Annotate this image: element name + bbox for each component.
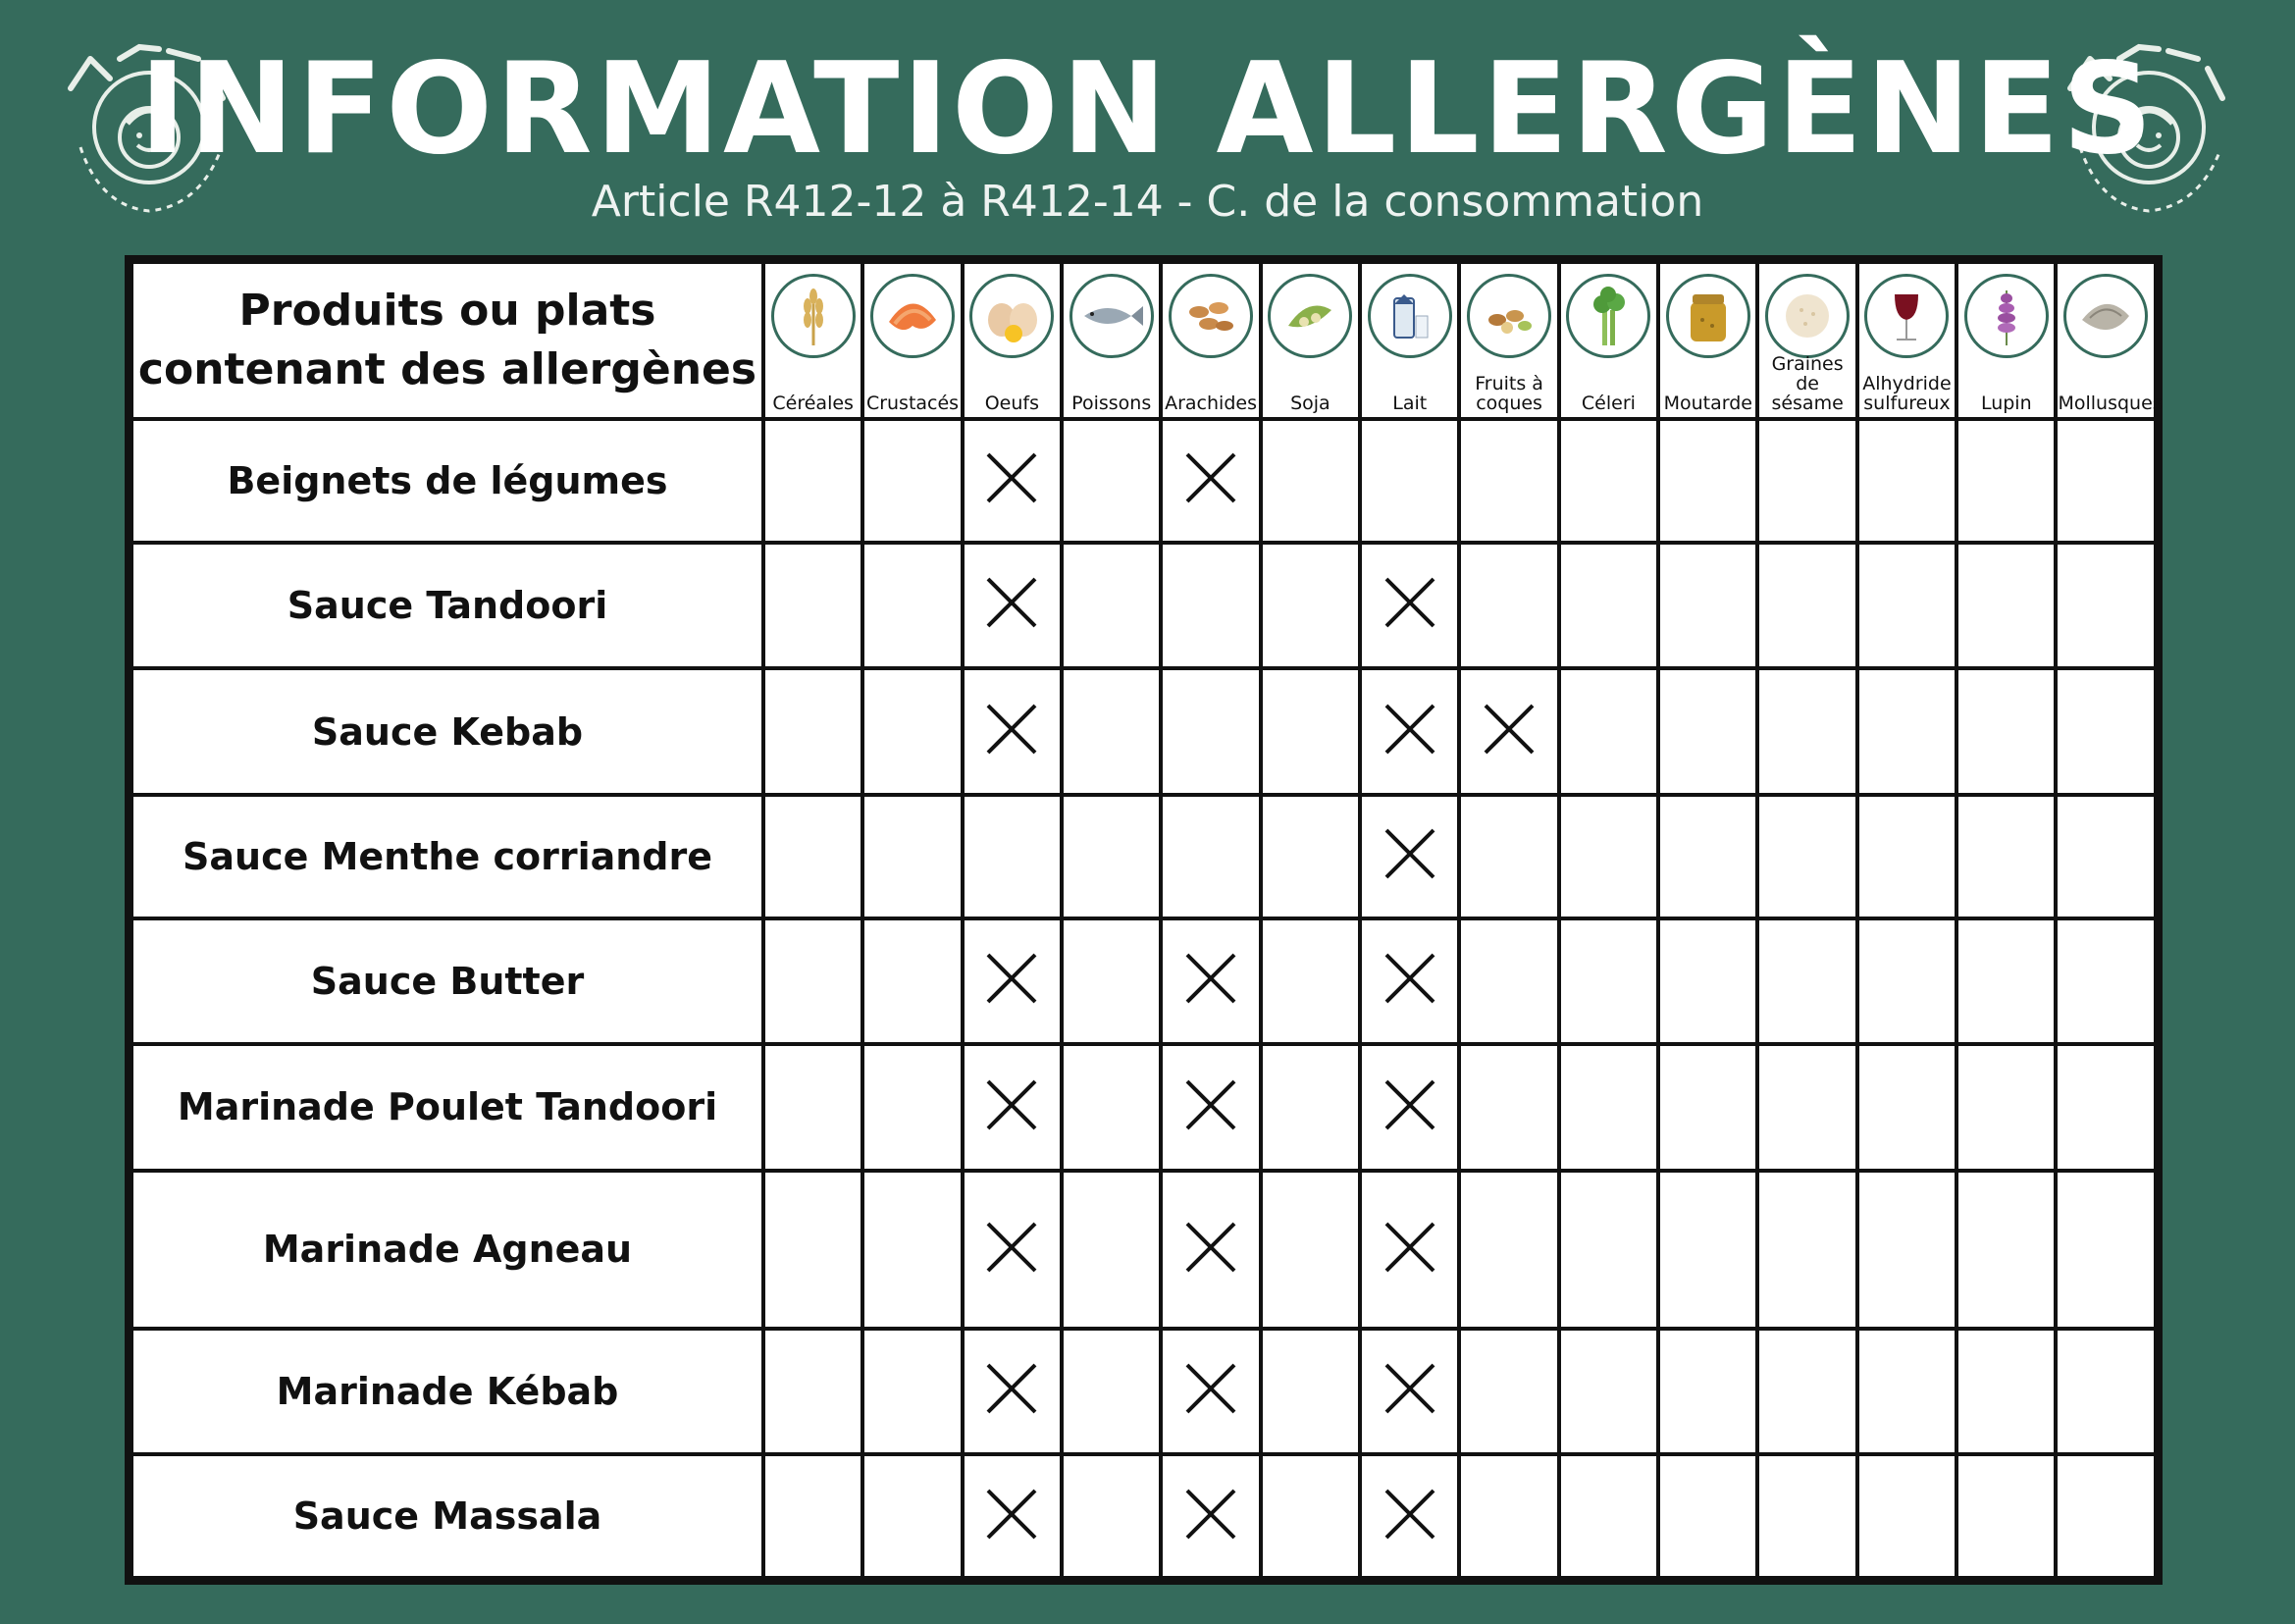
allergen-header — [963, 262, 1062, 419]
allergen-cell — [862, 668, 962, 795]
allergen-cell — [1360, 1329, 1459, 1455]
allergen-header — [763, 262, 862, 419]
allergen-cell — [1559, 1171, 1658, 1329]
table-row — [131, 1329, 2156, 1455]
allergen-cell — [1459, 668, 1558, 795]
allergen-cell — [963, 1454, 1062, 1578]
allergen-cell — [1360, 1171, 1459, 1329]
allergen-cell — [1658, 795, 1757, 918]
allergen-cell — [1956, 1044, 2056, 1171]
allergen-table — [125, 255, 2163, 1585]
allergen-cell — [1261, 1171, 1360, 1329]
product-name: Marinade Kébab — [131, 1329, 763, 1455]
allergen-cell — [963, 1329, 1062, 1455]
allergen-cell — [862, 918, 962, 1045]
allergen-cell — [1956, 1454, 2056, 1578]
wheat-icon — [771, 274, 856, 358]
allergen-cell — [1757, 668, 1856, 795]
allergen-cell — [1459, 1171, 1558, 1329]
allergen-cell — [862, 1044, 962, 1171]
cross-mark-icon — [1381, 1075, 1439, 1134]
allergen-label: Crustacés — [865, 393, 960, 414]
allergen-cell — [963, 419, 1062, 543]
allergen-cell — [1559, 419, 1658, 543]
cross-mark-icon — [1381, 1485, 1439, 1544]
table-corner-header — [131, 262, 763, 419]
allergen-cell — [1062, 1044, 1161, 1171]
cross-mark-icon — [982, 1075, 1041, 1134]
page-subtitle: Article R412-12 à R412-14 - C. de la consommation — [591, 177, 1704, 227]
allergen-cell — [1459, 1329, 1558, 1455]
cross-mark-icon — [1480, 700, 1539, 759]
allergen-cell — [1261, 1044, 1360, 1171]
allergen-label: Lait — [1392, 393, 1428, 414]
allergen-label: Céleri — [1581, 393, 1636, 414]
allergen-cell — [1658, 1044, 1757, 1171]
allergen-cell — [1161, 543, 1260, 669]
allergen-cell — [1956, 1329, 2056, 1455]
celery-icon — [1566, 274, 1650, 358]
cross-mark-icon — [1381, 573, 1439, 632]
allergen-cell — [1261, 543, 1360, 669]
allergen-cell — [1459, 795, 1558, 918]
table-row — [131, 795, 2156, 918]
allergen-cell — [1757, 543, 1856, 669]
allergen-cell — [1658, 1329, 1757, 1455]
table-row — [131, 918, 2156, 1045]
cross-mark-icon — [982, 448, 1041, 507]
allergen-cell — [1857, 668, 1956, 795]
lupin-icon — [1964, 274, 2049, 358]
cross-mark-icon — [1181, 1218, 1240, 1277]
allergen-cell — [1857, 1171, 1956, 1329]
allergen-cell — [1161, 918, 1260, 1045]
allergen-cell — [1261, 918, 1360, 1045]
product-name: Sauce Kebab — [131, 668, 763, 795]
allergen-cell — [763, 543, 862, 669]
allergen-cell — [1261, 1454, 1360, 1578]
product-name: Marinade Agneau — [131, 1171, 763, 1329]
allergen-cell — [2056, 918, 2156, 1045]
allergen-cell — [1658, 1171, 1757, 1329]
allergen-header — [1261, 262, 1360, 419]
allergen-cell — [963, 668, 1062, 795]
allergen-cell — [1062, 1171, 1161, 1329]
allergen-cell — [1360, 668, 1459, 795]
table-row — [131, 1171, 2156, 1329]
allergen-cell — [1857, 543, 1956, 669]
cross-mark-icon — [982, 1218, 1041, 1277]
allergen-cell — [1757, 1329, 1856, 1455]
allergen-cell — [1261, 795, 1360, 918]
allergen-label: Arachides — [1165, 393, 1257, 414]
allergen-cell — [1459, 419, 1558, 543]
allergen-cell — [1658, 918, 1757, 1045]
cross-mark-icon — [982, 1485, 1041, 1544]
mustard-icon — [1666, 274, 1750, 358]
allergen-cell — [1757, 1171, 1856, 1329]
allergen-cell — [1559, 668, 1658, 795]
allergen-cell — [1956, 918, 2056, 1045]
cross-mark-icon — [1181, 1485, 1240, 1544]
sesame-icon — [1765, 274, 1850, 358]
allergen-cell — [1161, 1044, 1260, 1171]
eggs-icon — [969, 274, 1054, 358]
allergen-label: Graines de sésame — [1771, 353, 1844, 414]
allergen-cell — [1459, 543, 1558, 669]
peanuts-icon — [1169, 274, 1253, 358]
allergen-cell — [1757, 795, 1856, 918]
cross-mark-icon — [982, 573, 1041, 632]
cross-mark-icon — [1181, 1075, 1240, 1134]
allergen-header — [1757, 262, 1856, 419]
allergen-cell — [1559, 543, 1658, 669]
cross-mark-icon — [1181, 949, 1240, 1008]
allergen-cell — [963, 1171, 1062, 1329]
allergen-cell — [1459, 1044, 1558, 1171]
allergen-label: Moutarde — [1663, 393, 1752, 414]
allergen-cell — [963, 918, 1062, 1045]
allergen-cell — [1857, 1454, 1956, 1578]
allergen-cell — [763, 1329, 862, 1455]
product-name: Beignets de légumes — [131, 419, 763, 543]
allergen-cell — [763, 1171, 862, 1329]
allergen-label: Oeufs — [984, 393, 1039, 414]
allergen-cell — [1658, 668, 1757, 795]
allergen-cell — [1062, 1454, 1161, 1578]
allergen-header — [1360, 262, 1459, 419]
allergen-cell — [1161, 1454, 1260, 1578]
allergen-label: Lupin — [1980, 393, 2032, 414]
allergen-cell — [1360, 543, 1459, 669]
allergen-header — [1062, 262, 1161, 419]
product-name: Marinade Poulet Tandoori — [131, 1044, 763, 1171]
allergen-cell — [1658, 543, 1757, 669]
allergen-cell — [862, 1171, 962, 1329]
allergen-cell — [1062, 543, 1161, 669]
allergen-cell — [862, 1454, 962, 1578]
allergen-cell — [763, 918, 862, 1045]
allergen-label: Alhydride sulfureux — [1862, 373, 1952, 414]
allergen-cell — [1757, 1044, 1856, 1171]
nuts-icon — [1467, 274, 1551, 358]
allergen-cell — [1062, 419, 1161, 543]
allergen-cell — [1459, 1454, 1558, 1578]
oyster-icon — [2063, 274, 2148, 358]
wine-icon — [1864, 274, 1949, 358]
cross-mark-icon — [1181, 448, 1240, 507]
allergen-cell — [862, 543, 962, 669]
allergen-label: Soja — [1290, 393, 1330, 414]
allergen-cell — [763, 1454, 862, 1578]
allergen-cell — [1757, 1454, 1856, 1578]
allergen-cell — [1956, 419, 2056, 543]
allergen-cell — [2056, 795, 2156, 918]
allergen-cell — [1161, 1329, 1260, 1455]
allergen-cell — [1956, 543, 2056, 669]
allergen-cell — [1658, 1454, 1757, 1578]
cross-mark-icon — [982, 1359, 1041, 1418]
fish-icon — [1069, 274, 1154, 358]
allergen-cell — [1062, 1329, 1161, 1455]
allergen-header — [1658, 262, 1757, 419]
allergen-cell — [1062, 795, 1161, 918]
shrimp-icon — [870, 274, 955, 358]
cross-mark-icon — [1381, 824, 1439, 883]
allergen-cell — [763, 795, 862, 918]
allergen-cell — [1161, 1171, 1260, 1329]
allergen-header — [1161, 262, 1260, 419]
allergen-cell — [1062, 668, 1161, 795]
allergen-cell — [1559, 918, 1658, 1045]
allergen-cell — [1459, 918, 1558, 1045]
allergen-cell — [763, 668, 862, 795]
cross-mark-icon — [1381, 1218, 1439, 1277]
allergen-cell — [1857, 1329, 1956, 1455]
allergen-cell — [862, 419, 962, 543]
product-name: Sauce Menthe corriandre — [131, 795, 763, 918]
allergen-cell — [2056, 1329, 2156, 1455]
corner-line-2: contenant des allergènes — [137, 344, 757, 394]
allergen-cell — [1360, 795, 1459, 918]
corner-line-1: Produits ou plats — [238, 286, 656, 336]
allergen-cell — [862, 795, 962, 918]
allergen-cell — [763, 1044, 862, 1171]
product-name: Sauce Tandoori — [131, 543, 763, 669]
allergen-label: Céréales — [772, 393, 854, 414]
table-row — [131, 1044, 2156, 1171]
allergen-cell — [1857, 419, 1956, 543]
allergen-header — [862, 262, 962, 419]
allergen-cell — [1161, 668, 1260, 795]
allergen-cell — [1559, 1044, 1658, 1171]
allergen-cell — [963, 543, 1062, 669]
allergen-cell — [1360, 918, 1459, 1045]
allergen-cell — [1559, 795, 1658, 918]
cross-mark-icon — [1381, 700, 1439, 759]
soy-icon — [1268, 274, 1352, 358]
allergen-cell — [2056, 668, 2156, 795]
allergen-cell — [1857, 795, 1956, 918]
allergen-cell — [1161, 419, 1260, 543]
allergen-cell — [1857, 918, 1956, 1045]
allergen-cell — [1559, 1329, 1658, 1455]
cross-mark-icon — [1381, 949, 1439, 1008]
allergen-label: Mollusques — [2058, 393, 2163, 414]
allergen-cell — [1658, 419, 1757, 543]
cross-mark-icon — [982, 700, 1041, 759]
table-row — [131, 419, 2156, 543]
cross-mark-icon — [1181, 1359, 1240, 1418]
allergen-cell — [1559, 1454, 1658, 1578]
table-row — [131, 1454, 2156, 1578]
cross-mark-icon — [1381, 1359, 1439, 1418]
allergen-cell — [1757, 918, 1856, 1045]
allergen-header — [1459, 262, 1558, 419]
table-row — [131, 668, 2156, 795]
allergen-header — [1956, 262, 2056, 419]
page-title: INFORMATION ALLERGÈNES — [139, 36, 2156, 183]
allergen-cell — [2056, 1171, 2156, 1329]
allergen-cell — [1261, 419, 1360, 543]
allergen-cell — [2056, 419, 2156, 543]
cross-mark-icon — [982, 949, 1041, 1008]
allergen-cell — [1261, 1329, 1360, 1455]
allergen-cell — [1757, 419, 1856, 543]
table-row — [131, 543, 2156, 669]
allergen-header — [1559, 262, 1658, 419]
allergen-cell — [963, 1044, 1062, 1171]
allergen-cell — [2056, 543, 2156, 669]
allergen-cell — [1956, 668, 2056, 795]
allergen-cell — [2056, 1044, 2156, 1171]
allergen-cell — [1956, 795, 2056, 918]
allergen-cell — [1956, 1171, 2056, 1329]
allergen-cell — [1161, 795, 1260, 918]
allergen-cell — [1261, 668, 1360, 795]
allergen-header — [2056, 262, 2163, 419]
allergen-cell — [2056, 1454, 2156, 1578]
allergen-cell — [963, 795, 1062, 918]
allergen-label: Poissons — [1071, 393, 1152, 414]
allergen-cell — [1857, 1044, 1956, 1171]
product-name: Sauce Massala — [131, 1454, 763, 1578]
allergen-cell — [862, 1329, 962, 1455]
allergen-cell — [1360, 1454, 1459, 1578]
product-name: Sauce Butter — [131, 918, 763, 1045]
milk-icon — [1368, 274, 1452, 358]
allergen-header — [1857, 262, 1956, 419]
allergen-cell — [1360, 1044, 1459, 1171]
allergen-cell — [1360, 419, 1459, 543]
allergen-label: Fruits à coques — [1475, 373, 1543, 414]
allergen-cell — [1062, 918, 1161, 1045]
allergen-cell — [763, 419, 862, 543]
